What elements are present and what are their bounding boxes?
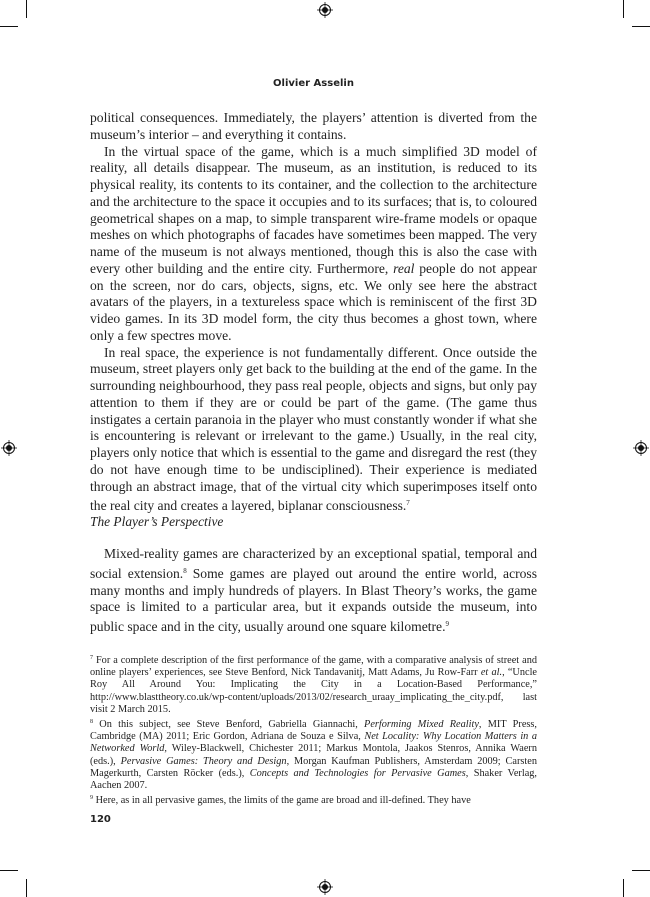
paragraph — [90, 546, 537, 636]
crop-mark — [632, 26, 650, 27]
footnote-8 — [90, 716, 537, 792]
text-span: Mixed-reality games are characterized by an exceptional spatial, temporal and social extension. — [90, 546, 537, 581]
text-span: In real space, the experience is not fundamentally different. Once outside the museum, street players only get back to the building at the end of the game. In the surrounding neighbourhood, they pass real people, objects and signs, but only pay attention to them if they are or could be part of the game. (The game thus instigates a certain paranoia in the player who must constantly wonder if what she is encountering is relevant or irrelevant to the game.) Usually, in the real city, players only notice that which is essential to the game and disregard the rest (they do not have enough time to be undisciplined). Their experience is mediated through an abstract image, that of the virtual city which superimposes itself onto the real city and creates a layered, biplanar consciousness. — [90, 344, 537, 514]
footnote-7 — [90, 652, 537, 716]
footnote-ref: 7 — [406, 499, 410, 508]
registration-mark-icon — [633, 440, 649, 456]
book-title: Performing Mixed Reality — [364, 719, 479, 731]
text-span: On this subject, see Steve Benford, Gabriella Giannachi, — [93, 719, 365, 731]
paragraph: political consequences. Immediately, the players’ attention is diverted from the museum’s interior – and everything it contains. — [90, 110, 537, 142]
book-title: Concepts and Technologies for Pervasive Games — [249, 767, 466, 779]
text-span: Some games are played out around the entire world, across many months and imply hundreds of players. In Blast Theory’s works, the game space is limited to a particular area, but it expands outside the museum, into public space and in the city, usually around one square kilometre. — [90, 565, 538, 634]
emphasis: et al. — [480, 667, 503, 679]
paragraph — [90, 144, 537, 345]
registration-mark-icon — [317, 879, 333, 895]
text-span: , “Uncle Roy All Around You: Implicating the City in a Location-Based Performance,” http://www.blasttheory.co.uk/wp-content/uploads/2013/02/research_uraay_implicating_the_city.pdf, last visit 2 March 2015. — [90, 667, 538, 715]
registration-mark-icon — [317, 2, 333, 18]
crop-mark — [26, 0, 27, 18]
crop-mark — [0, 26, 18, 27]
page-number: 120 — [90, 814, 111, 825]
footnote-ref: 8 — [183, 566, 187, 575]
footnote-number: 7 — [90, 655, 93, 661]
text-span: Here, as in all pervasive games, the limits of the game are broad and ill-defined. They have — [93, 795, 471, 807]
footnote-9 — [90, 792, 537, 807]
text-span: , Shaker Verlag, Aachen 2007. — [90, 767, 538, 792]
section-heading: The Player’s Perspective — [90, 514, 224, 529]
text-span: For a complete description of the first performance of the game, with a comparative analysis of street and online players’ experiences, see Steve Benford, Nick Tandavanitj, Matt Adams, Ju Row-Farr — [90, 655, 537, 679]
registration-mark-icon — [1, 440, 17, 456]
paragraph — [90, 345, 537, 516]
text-span: , Morgan Kaufman Publishers, Amsterdam 2009; Carsten Magerkurth, Carsten Röcker (eds.), — [90, 755, 538, 779]
footnote-ref: 9 — [445, 620, 449, 628]
running-header-author: Olivier Asselin — [273, 78, 354, 89]
footnote-number: 9 — [90, 795, 93, 802]
text-span: In the virtual space of the game, which is a much simplified 3D model of reality, all details disappear. The museum, as an institution, is reduced to its physical reality, its contents to its container, and the collection to the architecture and the architecture to the space it occupies and to its surfaces; that is, to coloured geometrical shapes on a map, to simple transparent wire-frame models or opaque meshes on which photographs of facades have sometimes been mapped. The very name of the museum is not always mentioned, though this is also the case with every other building and the entire city. Furthermore, — [90, 143, 537, 276]
text-span: people do not appear on the screen, nor do cars, objects, signs, etc. We only see here the abstract avatars of the players, in a textureless space which is reminiscent of the first 3D video games. In its 3D model form, the city thus becomes a ghost town, where only a few spectres move. — [90, 260, 537, 343]
body-text — [90, 110, 537, 515]
body-text — [90, 546, 537, 636]
book-title: Pervasive Games: Theory and Design — [120, 755, 287, 767]
crop-mark — [632, 870, 650, 871]
book-title: Net Locality: Why Location Matters in a Networked World, — [90, 731, 537, 755]
crop-mark — [623, 0, 624, 18]
text-span: Wiley-Blackwell, Chichester 2011; Markus Montola, Jaakos Stenros, Annika Waern (eds.), — [90, 743, 537, 767]
crop-mark — [26, 879, 27, 897]
crop-mark — [0, 870, 18, 871]
text-span: , MIT Press, Cambridge (MA) 2011; Eric Gordon, Adriana de Souza e Silva, — [90, 719, 537, 743]
emphasis: real — [393, 260, 415, 276]
crop-mark — [623, 879, 624, 897]
footnote-number: 8 — [90, 719, 93, 726]
footnotes — [90, 652, 537, 807]
